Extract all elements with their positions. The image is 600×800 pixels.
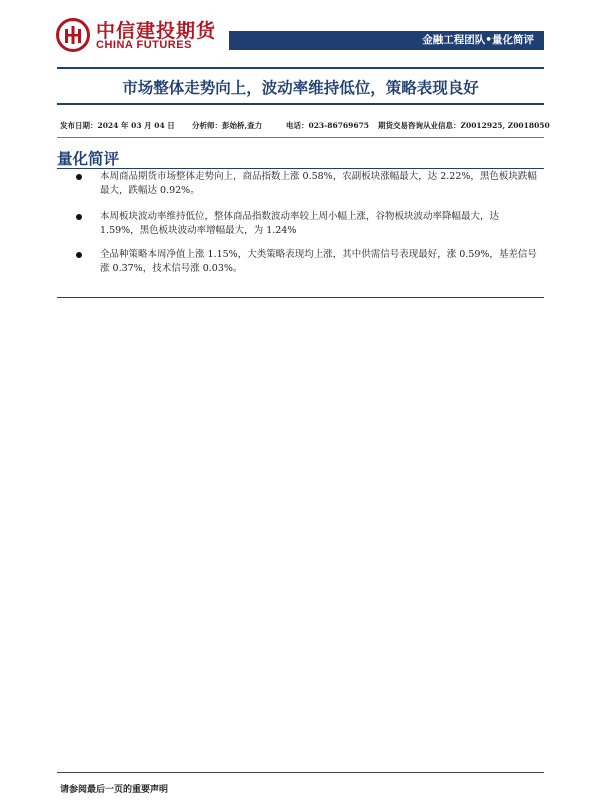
list-item-text: 本周商品期货市场整体走势向上，商品指数上涨 0.58%，农副板块涨幅最大，达 2.22%，黑色板块跌幅最大，跌幅达 0.92%。 — [100, 171, 537, 196]
company-name-cn: 中信建投期货 — [96, 20, 217, 42]
meta-divider — [57, 137, 544, 138]
list-item-text: 全品种策略本周净值上涨 1.15%，大类策略表现均上涨，其中供需信号表现最好，涨 0.59%，基差信号涨 0.37%，技术信号涨 0.03%。 — [100, 249, 537, 274]
bullet-dot-icon — [76, 252, 82, 258]
phone: 电话：023-86769675 — [286, 121, 370, 130]
section-title: 量化简评 — [57, 150, 120, 168]
list-item — [57, 248, 544, 276]
bullet-dot-icon — [76, 214, 82, 220]
title-bottom-rule — [57, 103, 544, 105]
analysts: 分析师：彭始桥,查力 — [192, 121, 263, 130]
report-type-banner: 金融工程团队•量化简评 — [229, 31, 544, 50]
list-item — [57, 170, 544, 198]
bullet-dot-icon — [76, 174, 82, 180]
list-item-text: 本周板块波动率维持低位，整体商品指数波动率较上周小幅上涨，谷物板块波动率降幅最大，达 1.59%，黑色板块波动率增幅最大，为 1.24% — [100, 211, 500, 236]
title-top-rule — [57, 67, 544, 69]
license-info: 期货交易咨询从业信息：Z0012925, Z0018050 — [378, 121, 550, 130]
report-title: 市场整体走势向上，波动率维持低位，策略表现良好 — [122, 79, 479, 97]
citic-logo-icon — [56, 18, 90, 52]
page-header — [0, 0, 600, 60]
disclaimer-link[interactable]: 请参阅最后一页的重要声明 — [60, 785, 169, 795]
report-meta — [60, 120, 550, 132]
list-item — [57, 210, 544, 238]
company-name-en: CHINA FUTURES — [96, 39, 192, 51]
section-divider — [57, 168, 544, 169]
footer-divider — [57, 772, 544, 773]
publish-date: 发布日期：2024 年 03 月 04 日 — [60, 121, 175, 130]
section-bottom-rule — [57, 297, 544, 298]
